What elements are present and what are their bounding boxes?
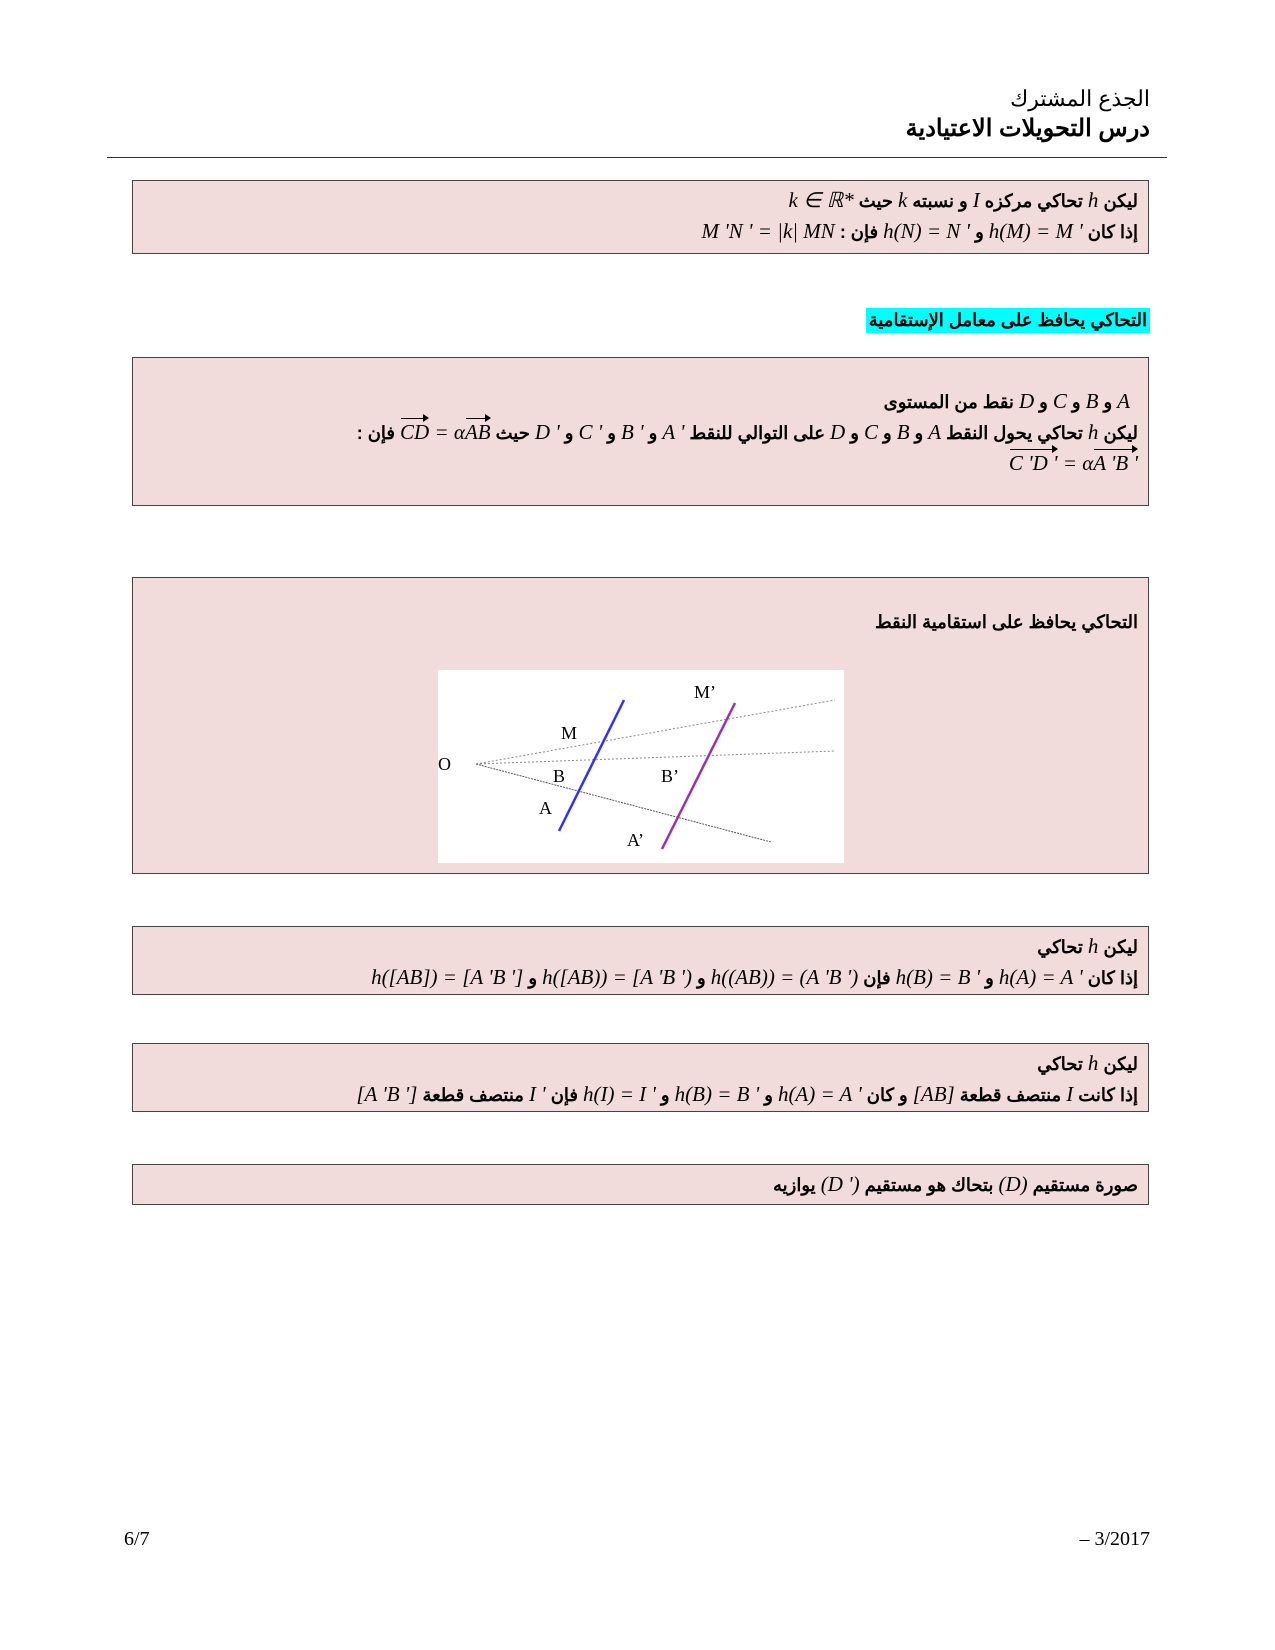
box5-line2 (143, 1079, 1138, 1110)
math: h((AB)) = (A 'B ') (710, 965, 859, 989)
text: إذا كان (1087, 968, 1138, 988)
math: (D) (998, 1172, 1028, 1196)
vector-cpdp: C 'D ' (1009, 448, 1058, 478)
text: و (1071, 392, 1081, 412)
box1-line1 (143, 185, 1138, 216)
math: A (1117, 389, 1130, 413)
math: = α (434, 420, 465, 444)
text: و نسبته (912, 191, 968, 211)
text: و (985, 968, 994, 988)
math: h(A) = A ' (777, 1082, 862, 1106)
math: k (898, 188, 908, 212)
line-mba (559, 700, 624, 831)
math: h (1087, 420, 1099, 444)
box-midpoint-property (132, 1043, 1149, 1112)
text: و (648, 423, 658, 443)
text: حيث (495, 423, 530, 443)
math: B ' (621, 420, 644, 444)
page-header (906, 86, 1150, 143)
text: تحاكي (1037, 937, 1083, 957)
box3-caption: التحاكي يحافظ على استقامية النقط (874, 612, 1138, 632)
text: و (1039, 392, 1048, 412)
text: فإن : (839, 222, 879, 242)
math: A (928, 420, 942, 444)
text: إذا كان (1087, 222, 1138, 242)
vector-equation (400, 417, 491, 447)
text: و (975, 222, 984, 242)
page-number: 6/7 (124, 1528, 150, 1550)
text: حيث (858, 191, 894, 211)
label-a: A (539, 798, 552, 818)
text: و (660, 1085, 670, 1105)
math: B (1085, 389, 1099, 413)
math: h (1087, 1051, 1099, 1075)
text: تحاكي يحول النقط (946, 423, 1083, 443)
box1-line2 (143, 216, 1138, 247)
text: و (850, 423, 859, 443)
text: صورة مستقيم (1032, 1175, 1138, 1195)
box-lines-property (132, 926, 1149, 995)
math: h([AB)) = [A 'B ') (542, 965, 692, 989)
header-divider (107, 157, 1167, 158)
box4-line2 (143, 962, 1138, 993)
label-bp: B’ (661, 766, 679, 786)
header-title: درس التحويلات الاعتيادية (905, 115, 1150, 142)
label-ap: A’ (627, 830, 644, 850)
math: h(B) = B ' (674, 1082, 760, 1106)
text: و (528, 968, 538, 988)
text: ليكن (1103, 423, 1138, 443)
text: و (564, 423, 574, 443)
math: h (1087, 188, 1099, 212)
box6-line (143, 1169, 1138, 1200)
text: نقط من المستوى (883, 392, 1014, 412)
math: C (863, 420, 878, 444)
header-subtitle: الجذع المشترك (1010, 86, 1150, 111)
text: يوازيه (773, 1175, 816, 1195)
footer-date: – 3/2017 (1079, 1528, 1150, 1550)
box-distance-property (132, 180, 1149, 254)
math: h([AB]) = [A 'B '] (371, 965, 524, 989)
text: على التوالي للنقط (689, 423, 826, 443)
math: M 'N ' = |k| MN (701, 219, 835, 243)
math: (D ') (820, 1172, 860, 1196)
text: منتصف قطعة (959, 1085, 1062, 1105)
box-parallel-property (132, 1164, 1149, 1205)
math: D (830, 420, 846, 444)
math: [A 'B '] (356, 1082, 418, 1106)
math: k ∈ ℝ* (788, 188, 854, 212)
math: A ' (662, 420, 685, 444)
text: إذا كانت (1078, 1085, 1138, 1105)
text: و (914, 423, 924, 443)
math: C ' (578, 420, 603, 444)
label-m: M (561, 723, 578, 743)
text: تحاكي مركزه (984, 191, 1083, 211)
ray-om (476, 700, 835, 764)
text: ليكن (1103, 937, 1138, 957)
box2-line1 (143, 386, 1138, 417)
label-b: B (553, 766, 566, 786)
math: h(A) = A ' (998, 965, 1083, 989)
math: D ' (534, 420, 560, 444)
label-o: O (438, 754, 451, 774)
text: فإن : (356, 423, 396, 443)
math: = α (1062, 451, 1094, 475)
box2-line2 (143, 417, 1138, 448)
math: h(I) = I ' (583, 1082, 656, 1106)
highlighted-heading: التحاكي يحافظ على معامل الإستقامية (866, 308, 1150, 333)
vector-equation (1009, 448, 1138, 478)
text: ليكن (1103, 1054, 1138, 1074)
vector-apbp: A 'B ' (1093, 448, 1138, 478)
math: D (1018, 389, 1035, 413)
ray-oa (476, 764, 771, 842)
label-mp: M’ (694, 682, 716, 702)
box-vector-property (132, 357, 1149, 506)
math: h(B) = B ' (895, 965, 981, 989)
text: تحاكي (1037, 1054, 1083, 1074)
text: منتصف قطعة (422, 1085, 524, 1105)
math: I (1066, 1082, 1074, 1106)
text: و (882, 423, 892, 443)
math: h (1087, 934, 1099, 958)
text: و (696, 968, 706, 988)
vector-cd: CD (400, 417, 429, 447)
text: ليكن (1103, 191, 1138, 211)
text: فإن (550, 1085, 578, 1105)
box5-line1 (143, 1048, 1138, 1079)
math: B (896, 420, 910, 444)
math: [AB] (912, 1082, 955, 1106)
math: h(N) = N ' (883, 219, 971, 243)
text: و (607, 423, 616, 443)
math: I (972, 188, 980, 212)
math: C (1052, 389, 1067, 413)
box2-line3 (143, 448, 1138, 479)
math: h(M) = M ' (988, 219, 1083, 243)
text: بتحاك هو مستقيم (864, 1175, 994, 1195)
homothety-figure (438, 670, 844, 863)
text: و (764, 1085, 773, 1105)
ray-ob (476, 751, 835, 764)
vector-ab: AB (465, 417, 491, 447)
box4-line1 (143, 931, 1138, 962)
math: I ' (528, 1082, 546, 1106)
text: و كان (866, 1085, 908, 1105)
text: و (1103, 392, 1113, 412)
text: فإن (863, 968, 891, 988)
